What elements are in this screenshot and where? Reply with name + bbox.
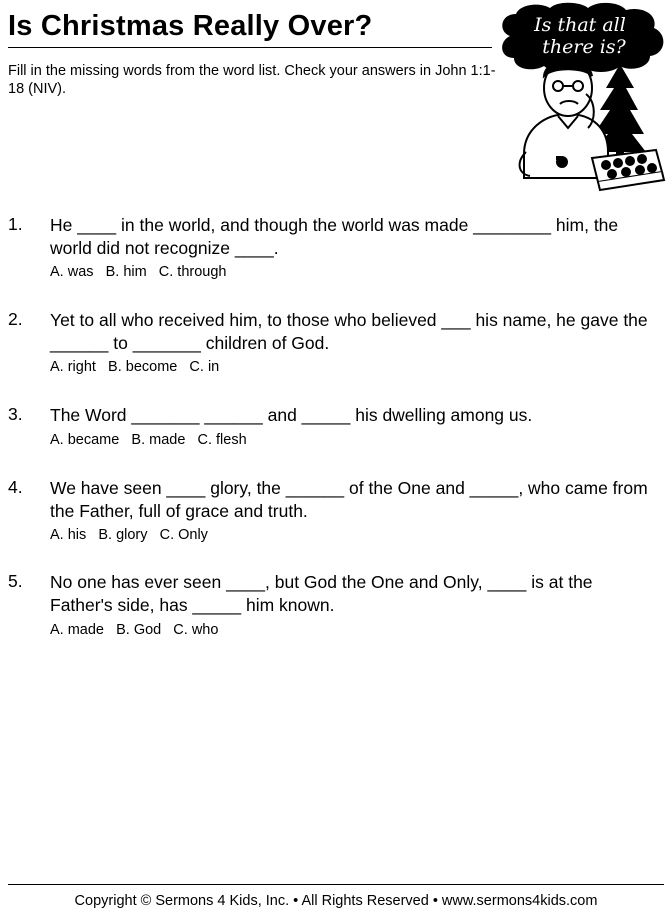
question-text: We have seen ____ glory, the ______ of the One and _____, who came from the Father, full of grace and truth.	[50, 478, 648, 521]
question-number: 1.	[8, 214, 23, 234]
question-text: No one has ever seen ____, but God the One and Only, ____ is at the Father's side, has _____ him known.	[50, 572, 593, 615]
word-list: A. became B. made C. flesh	[50, 432, 247, 448]
word-list: A. made B. God C. who	[50, 622, 219, 638]
dropped-ornament-icon	[556, 156, 568, 168]
instructions: Fill in the missing words from the word list. Check your answers in John 1:1-18 (NIV).	[8, 63, 496, 97]
question-number: 3.	[8, 404, 23, 424]
copyright-footer: Copyright © Sermons 4 Kids, Inc. • All Rights Reserved • www.sermons4kids.com	[74, 893, 598, 909]
question-text: Yet to all who received him, to those who believed ___ his name, he gave the ______ to _______ children of God.	[50, 310, 648, 353]
bubble-text-line1: Is that all	[534, 14, 626, 36]
question-number: 4.	[8, 477, 23, 497]
question-number: 5.	[8, 571, 23, 591]
sad-boy-christmas-illustration	[496, 2, 670, 194]
question-text: The Word _______ ______ and _____ his dwelling among us.	[50, 405, 533, 425]
word-list: A. his B. glory C. Only	[50, 527, 208, 543]
question-number: 2.	[8, 309, 23, 329]
word-list: A. right B. become C. in	[50, 359, 220, 375]
word-list: A. was B. him C. through	[50, 264, 227, 280]
title-divider	[8, 47, 492, 48]
question-text: He ____ in the world, and though the world was made ________ him, the world did not recognize ____.	[50, 215, 619, 258]
footer-divider	[8, 884, 664, 885]
bubble-text-line2: there is?	[542, 36, 626, 58]
ornament-box-icon	[592, 150, 664, 190]
page-title: Is Christmas Really Over?	[8, 10, 373, 42]
